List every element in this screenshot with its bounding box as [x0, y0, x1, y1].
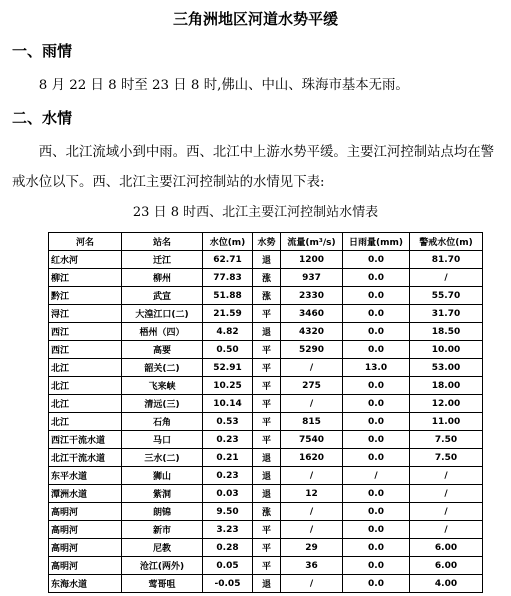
flow-cell: 2330 — [281, 287, 343, 305]
station-cell: 飞来峡 — [122, 377, 203, 395]
flow-cell: 36 — [281, 557, 343, 575]
river-cell: 北江 — [49, 413, 122, 431]
warning-level-cell: 7.50 — [410, 449, 483, 467]
column-header-station: 站名 — [122, 233, 203, 251]
trend-cell: 平 — [253, 557, 281, 575]
rainfall-cell: 0.0 — [343, 269, 410, 287]
column-header-daily-rainfall: 日雨量(mm) — [343, 233, 410, 251]
river-cell: 浔江 — [49, 305, 122, 323]
section-heading-rain: 一、雨情 — [12, 42, 73, 60]
water-level-cell: 4.82 — [203, 323, 253, 341]
rainfall-cell: / — [343, 467, 410, 485]
station-cell: 狮山 — [122, 467, 203, 485]
table-row — [49, 413, 483, 431]
table-row — [49, 539, 483, 557]
river-cell: 东平水道 — [49, 467, 122, 485]
column-header-flow: 流量(m³/s) — [281, 233, 343, 251]
column-header-water-level: 水位(m) — [203, 233, 253, 251]
warning-level-cell: 18.50 — [410, 323, 483, 341]
river-cell: 东海水道 — [49, 575, 122, 593]
station-cell: 朗锦 — [122, 503, 203, 521]
flow-cell: 937 — [281, 269, 343, 287]
river-cell: 西江 — [49, 341, 122, 359]
warning-level-cell: 11.00 — [410, 413, 483, 431]
water-level-cell: 0.21 — [203, 449, 253, 467]
flow-cell: 5290 — [281, 341, 343, 359]
warning-level-cell: / — [410, 467, 483, 485]
flow-cell: / — [281, 467, 343, 485]
warning-level-cell: 31.70 — [410, 305, 483, 323]
rainfall-cell: 13.0 — [343, 359, 410, 377]
river-cell: 柳江 — [49, 269, 122, 287]
table-row — [49, 557, 483, 575]
table-row — [49, 467, 483, 485]
water-level-cell: 0.28 — [203, 539, 253, 557]
paragraph-water: 西、北江流域小到中雨。西、北江中上游水势平缓。主要江河控制站点均在警戒水位以下。西、北江主要江河控制站的水情见下表: — [12, 145, 495, 190]
table-row — [49, 449, 483, 467]
trend-cell: 涨 — [253, 503, 281, 521]
warning-level-cell: 12.00 — [410, 395, 483, 413]
table-row — [49, 359, 483, 377]
flow-cell: 29 — [281, 539, 343, 557]
trend-cell: 退 — [253, 467, 281, 485]
trend-cell: 平 — [253, 377, 281, 395]
station-cell: 柳州 — [122, 269, 203, 287]
water-level-cell: 0.23 — [203, 431, 253, 449]
document-title: 三角洲地区河道水势平缓 — [172, 10, 338, 28]
trend-cell: 平 — [253, 305, 281, 323]
water-level-cell: 10.25 — [203, 377, 253, 395]
rainfall-cell: 0.0 — [343, 305, 410, 323]
water-level-cell: 0.50 — [203, 341, 253, 359]
rainfall-cell: 0.0 — [343, 503, 410, 521]
river-cell: 北江 — [49, 377, 122, 395]
flow-cell: / — [281, 521, 343, 539]
water-level-cell: 0.53 — [203, 413, 253, 431]
station-cell: 莺哥咀 — [122, 575, 203, 593]
station-cell: 武宣 — [122, 287, 203, 305]
flow-cell: 275 — [281, 377, 343, 395]
rainfall-cell: 0.0 — [343, 431, 410, 449]
warning-level-cell: / — [410, 503, 483, 521]
rainfall-cell: 0.0 — [343, 251, 410, 269]
water-level-cell: 62.71 — [203, 251, 253, 269]
trend-cell: 平 — [253, 539, 281, 557]
table-row — [49, 485, 483, 503]
warning-level-cell: / — [410, 485, 483, 503]
trend-cell: 退 — [253, 449, 281, 467]
flow-cell: 12 — [281, 485, 343, 503]
warning-level-cell: 10.00 — [410, 341, 483, 359]
station-cell: 沧江(两外) — [122, 557, 203, 575]
warning-level-cell: / — [410, 269, 483, 287]
table-row — [49, 377, 483, 395]
table-header-row — [49, 233, 483, 251]
rainfall-cell: 0.0 — [343, 377, 410, 395]
trend-cell: 涨 — [253, 269, 281, 287]
warning-level-cell: 6.00 — [410, 539, 483, 557]
warning-level-cell: 18.00 — [410, 377, 483, 395]
table-row — [49, 287, 483, 305]
trend-cell: 退 — [253, 575, 281, 593]
rainfall-cell: 0.0 — [343, 413, 410, 431]
station-cell: 清远(三) — [122, 395, 203, 413]
river-cell: 西江 — [49, 323, 122, 341]
warning-level-cell: 4.00 — [410, 575, 483, 593]
warning-level-cell: 53.00 — [410, 359, 483, 377]
water-level-cell: 0.03 — [203, 485, 253, 503]
flow-cell: 4320 — [281, 323, 343, 341]
trend-cell: 涨 — [253, 287, 281, 305]
trend-cell: 平 — [253, 359, 281, 377]
station-cell: 新市 — [122, 521, 203, 539]
warning-level-cell: / — [410, 521, 483, 539]
flow-cell: 1620 — [281, 449, 343, 467]
column-header-warning-level: 警戒水位(m) — [410, 233, 483, 251]
trend-cell: 退 — [253, 251, 281, 269]
column-header-trend: 水势 — [253, 233, 281, 251]
warning-level-cell: 55.70 — [410, 287, 483, 305]
rainfall-cell: 0.0 — [343, 539, 410, 557]
table-row — [49, 521, 483, 539]
table-row — [49, 431, 483, 449]
rainfall-cell: 0.0 — [343, 323, 410, 341]
station-cell: 大湟江口(二) — [122, 305, 203, 323]
water-level-cell: 77.83 — [203, 269, 253, 287]
river-cell: 红水河 — [49, 251, 122, 269]
water-level-cell: 10.14 — [203, 395, 253, 413]
table-row — [49, 395, 483, 413]
water-level-cell: 0.05 — [203, 557, 253, 575]
station-cell: 马口 — [122, 431, 203, 449]
table-row — [49, 323, 483, 341]
rainfall-cell: 0.0 — [343, 575, 410, 593]
table-row — [49, 251, 483, 269]
rainfall-cell: 0.0 — [343, 521, 410, 539]
water-level-cell: 3.23 — [203, 521, 253, 539]
table-row — [49, 575, 483, 593]
rainfall-cell: 0.0 — [343, 287, 410, 305]
trend-cell: 平 — [253, 521, 281, 539]
station-cell: 尼教 — [122, 539, 203, 557]
table-row — [49, 269, 483, 287]
trend-cell: 平 — [253, 341, 281, 359]
table-body — [49, 251, 483, 593]
water-level-cell: 51.88 — [203, 287, 253, 305]
river-cell: 高明河 — [49, 521, 122, 539]
river-cell: 高明河 — [49, 539, 122, 557]
table-row — [49, 305, 483, 323]
warning-level-cell: 81.70 — [410, 251, 483, 269]
station-cell: 石角 — [122, 413, 203, 431]
river-cell: 西江干流水道 — [49, 431, 122, 449]
river-cell: 北江干流水道 — [49, 449, 122, 467]
paragraph-rain: 8 月 22 日 8 时至 23 日 8 时,佛山、中山、珠海市基本无雨。 — [38, 78, 409, 93]
river-cell: 潭洲水道 — [49, 485, 122, 503]
rainfall-cell: 0.0 — [343, 341, 410, 359]
station-cell: 迁江 — [122, 251, 203, 269]
flow-cell: / — [281, 503, 343, 521]
trend-cell: 平 — [253, 431, 281, 449]
station-cell: 三水(二) — [122, 449, 203, 467]
table-row — [49, 503, 483, 521]
section-heading-water: 二、水情 — [12, 109, 73, 127]
river-cell: 北江 — [49, 395, 122, 413]
river-cell: 黔江 — [49, 287, 122, 305]
water-level-cell: 52.91 — [203, 359, 253, 377]
river-cell: 高明河 — [49, 557, 122, 575]
table-row — [49, 341, 483, 359]
warning-level-cell: 6.00 — [410, 557, 483, 575]
trend-cell: 平 — [253, 413, 281, 431]
trend-cell: 平 — [253, 395, 281, 413]
flow-cell: 3460 — [281, 305, 343, 323]
water-level-cell: 9.50 — [203, 503, 253, 521]
station-cell: 梧州（四） — [122, 323, 203, 341]
table-title: 23 日 8 时西、北江主要江河控制站水情表 — [132, 205, 379, 220]
water-table — [48, 232, 483, 593]
flow-cell: 1200 — [281, 251, 343, 269]
trend-cell: 退 — [253, 323, 281, 341]
flow-cell: / — [281, 359, 343, 377]
flow-cell: 7540 — [281, 431, 343, 449]
flow-cell: / — [281, 575, 343, 593]
flow-cell: 815 — [281, 413, 343, 431]
river-cell: 北江 — [49, 359, 122, 377]
water-level-cell: -0.05 — [203, 575, 253, 593]
warning-level-cell: 7.50 — [410, 431, 483, 449]
flow-cell: / — [281, 395, 343, 413]
station-cell: 高要 — [122, 341, 203, 359]
rainfall-cell: 0.0 — [343, 557, 410, 575]
trend-cell: 退 — [253, 485, 281, 503]
station-cell: 韶关(二) — [122, 359, 203, 377]
water-level-cell: 21.59 — [203, 305, 253, 323]
column-header-river: 河名 — [49, 233, 122, 251]
river-cell: 高明河 — [49, 503, 122, 521]
rainfall-cell: 0.0 — [343, 395, 410, 413]
station-cell: 紫洞 — [122, 485, 203, 503]
water-level-cell: 0.23 — [203, 467, 253, 485]
rainfall-cell: 0.0 — [343, 485, 410, 503]
rainfall-cell: 0.0 — [343, 449, 410, 467]
